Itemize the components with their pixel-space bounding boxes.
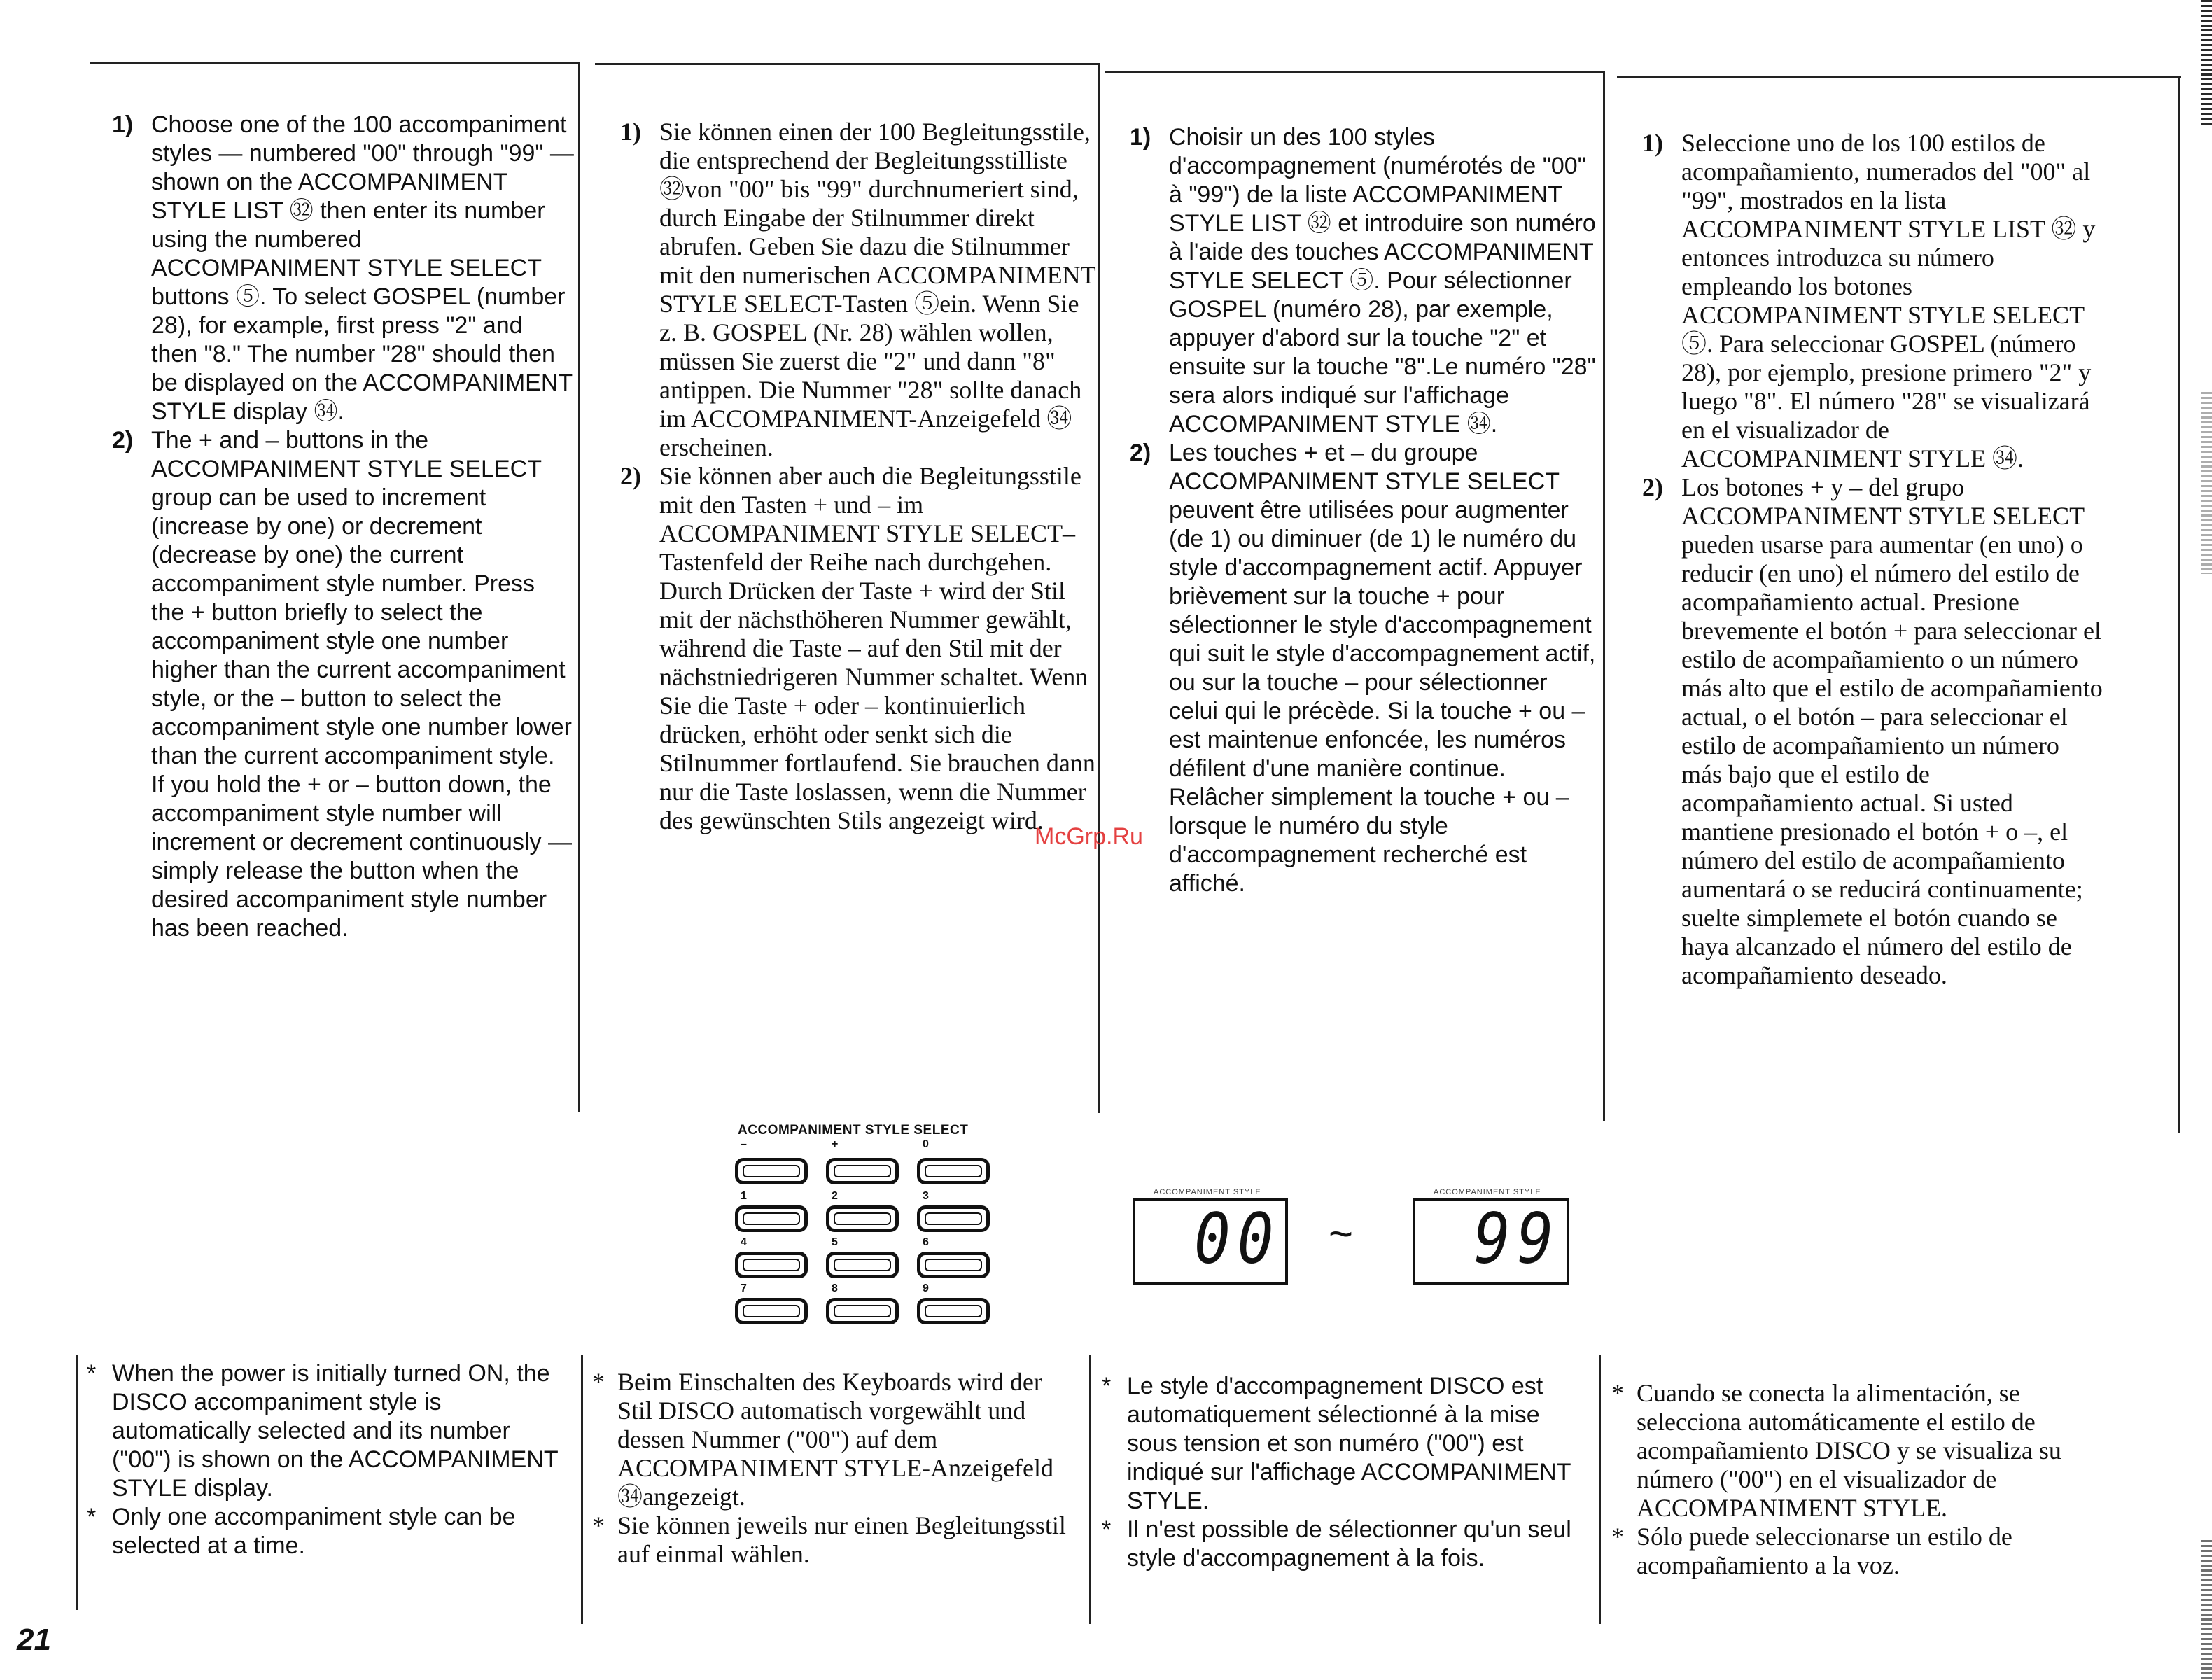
notes-divider-2 (581, 1354, 583, 1624)
display-label: ACCOMPANIMENT STYLE (1154, 1188, 1261, 1196)
note-text: Sie können jeweils nur einen Begleitungsstil auf einmal wählen. (617, 1511, 1066, 1568)
instruction-text: Choose one of the 100 accompaniment styles — numbered "00" through "99" — shown on the ACCOMPANIMENT STYLE LIST ㉜ then enter its number using the numbered ACCOMPANIMENT STYLE SELECT buttons ⑤. To select GOSPEL (number 28), for example, first press "2" and then "8." The number "28" should then be displayed on the ACCOMPANIMENT STYLE display ㉞. (151, 111, 574, 425)
key-label: 8 (832, 1282, 838, 1294)
key-4[interactable] (735, 1252, 808, 1278)
instruction-text: Choisir un des 100 styles d'accompagnement (numérotés de "00" à "99") de la liste ACCOMPANIMENT STYLE LIST ㉜ et introduire son numéro à l'aide des touches ACCOMPANIMENT STYLE SELECT ⑤. Pour sélectionner GOSPEL (numéro 28), par exemple, appuyer d'abord sur la touche "2" et ensuite sur la touche "8".Le numéro "28" sera alors indiqué sur l'affichage ACCOMPANIMENT STYLE ㉞. (1169, 124, 1596, 438)
notes-german (592, 1368, 1082, 1569)
key-3[interactable] (917, 1205, 990, 1232)
key-0[interactable] (917, 1158, 990, 1184)
instruction-text: Sie können einen der 100 Begleitungsstile, die entsprechend der Begleitungsstilliste ㉜von "00" bis "99" durchnumeriert sind, durch Eingabe der Stilnummer direkt abrufen. Geben Sie dazu die Stilnummer mit den numerischen ACCOMPANIMENT STYLE SELECT-Tasten ⑤ein. Wenn Sie z. B. GOSPEL (Nr. 28) wählen wollen, müssen Sie zuerst die "2" und dann "8" antippen. Die Nummer "28" sollte danach im ACCOMPANIMENT-Anzeigefeld ㉞ erscheinen. (659, 118, 1096, 461)
display-value: 99 (1474, 1198, 1561, 1280)
key-label: 4 (741, 1236, 747, 1248)
key-label: + (832, 1138, 839, 1150)
note: * When the power is initially turned ON, the DISCO accompaniment style is automatically selected and its number ("00") is shown on the ACCOMPANIMENT STYLE display. (87, 1360, 558, 1502)
key-label: 7 (741, 1282, 747, 1294)
column-divider-3 (1603, 71, 1605, 1121)
instruction-2 (620, 462, 1096, 835)
key-label: 2 (832, 1190, 838, 1202)
column-divider-1 (578, 62, 580, 1112)
plus-key[interactable] (826, 1158, 899, 1184)
note: * Only one accompaniment style can be selected at a time. (87, 1504, 516, 1559)
note: * Le style d'accompagnement DISCO est automatiquement sélectionné à la mise sous tension et son numéro ("00") est indiqué sur l'affichage ACCOMPANIMENT STYLE. (1102, 1373, 1571, 1514)
instruction-1 (1130, 123, 1599, 439)
instruction-1 (1642, 129, 2104, 473)
instruction-text: Sie können aber auch die Begleitungsstile mit den Tasten + und – im ACCOMPANIMENT STYLE SELECT–Tastenfeld der Reihe nach durchgehen. Durch Drücken der Taste + wird der Stil mit der nächsthöheren Nummer gewählt, während die Taste – auf den Stil mit der nächstniedrigeren Nummer schaltet. Wenn Sie die Taste + oder – kontinuierlich drücken, erhöht oder senkt sich die Stilnummer fortlaufend. Sie brauchen dann nur die Taste loslassen, wenn die Nummer des gewünschten Stils angezeigt wird. (659, 462, 1096, 834)
key-2[interactable] (826, 1205, 899, 1232)
item-number: 2) (1642, 473, 1663, 501)
key-label: – (741, 1138, 747, 1150)
instruction-text: The + and – buttons in the ACCOMPANIMENT STYLE SELECT group can be used to increment (increase by one) or decrement (decrease by one) the current accompaniment style number. Press the + button briefly to select the accompaniment style one number higher than the current accompaniment style, or the – button to select the accompaniment style one number lower than the current accompaniment style. If you hold the + or – button down, the accompaniment style number will increment or decrement continuously — simply release the button when the desired accompaniment style number has been reached. (151, 427, 572, 941)
instruction-text: Seleccione uno de los 100 estilos de acompañamiento, numerados del "00" al "99", mostrados en la lista ACCOMPANIMENT STYLE LIST ㉜ y entonces introduzca su número empleando los botones ACCOMPANIMENT STYLE SELECT ⑤. Para seleccionar GOSPEL (número 28), por ejemplo, presione primero "2" y luego "8". El número "28" se visualizará en el visualizador de ACCOMPANIMENT STYLE ㉞. (1681, 129, 2096, 472)
top-rule-3 (1105, 71, 1604, 74)
note-text: Beim Einschalten des Keyboards wird der Stil DISCO automatisch vorgewählt und dessen Nummer ("00") auf dem ACCOMPANIMENT STYLE-Anzeigefeld ㉞angezeigt. (617, 1368, 1054, 1511)
key-label: 9 (923, 1282, 929, 1294)
note: * Sólo puede seleccionarse un estilo de acompañamiento a la voz. (1611, 1522, 2012, 1579)
instruction-2 (112, 426, 574, 943)
note-text: Il n'est possible de sélectionner qu'un seul style d'accompagnement à la fois. (1127, 1516, 1572, 1572)
instruction-1 (620, 118, 1096, 462)
key-label: 6 (923, 1236, 929, 1248)
page-number: 21 (17, 1623, 51, 1657)
display-label: ACCOMPANIMENT STYLE (1434, 1188, 1541, 1196)
note: * Il n'est possible de sélectionner qu'un seul style d'accompagnement à la fois. (1102, 1516, 1572, 1572)
notes-divider-1 (76, 1354, 78, 1610)
column-divider-2 (1098, 63, 1100, 1113)
instruction-2 (1130, 439, 1599, 898)
note-text: Sólo puede seleccionarse un estilo de acompañamiento a la voz. (1637, 1522, 2012, 1579)
column-spanish (1642, 129, 2104, 990)
notes-divider-3 (1089, 1354, 1091, 1624)
key-7[interactable] (735, 1298, 808, 1324)
scan-edge-bottom (2201, 1540, 2212, 1680)
notes-spanish (1611, 1379, 2101, 1580)
note-text: When the power is initially turned ON, the DISCO accompaniment style is automatically selected and its number ("00") is shown on the ACCOMPANIMENT STYLE display. (112, 1360, 558, 1502)
key-label: 0 (923, 1138, 929, 1150)
instruction-text: Les touches + et – du groupe ACCOMPANIMENT STYLE SELECT peuvent être utilisées pour augmenter (de 1) ou diminuer (de 1) le numéro du style d'accompagnement actif. Appuyer brièvement sur la touche + pour sélectionner le style d'accompagnement qui suit le style d'accompagnement actif, ou sur la touche – pour sélectionner celui qui le précède. Si la touche + ou – est maintenue enfoncée, les numéros défilent d'une manière continue. Relâcher simplement la touche + ou – lorsque le numéro du style d'accompagnement recherché est affiché. (1169, 440, 1596, 897)
scan-edge-top (2201, 0, 2212, 126)
item-number: 1) (112, 111, 134, 138)
key-5[interactable] (826, 1252, 899, 1278)
item-number: 2) (1130, 440, 1152, 466)
top-rule-4 (1617, 76, 2181, 78)
style-display-99 (1413, 1198, 1569, 1285)
column-german (620, 118, 1096, 835)
key-label: 5 (832, 1236, 838, 1248)
notes-english (87, 1359, 563, 1560)
key-8[interactable] (826, 1298, 899, 1324)
item-number: 1) (1130, 124, 1152, 150)
instruction-1 (112, 111, 574, 426)
item-number: 1) (1642, 129, 1663, 157)
item-number: 1) (620, 118, 641, 146)
range-separator: ~ (1329, 1210, 1354, 1257)
note-text: Only one accompaniment style can be selected at a time. (112, 1504, 516, 1559)
key-label: 3 (923, 1190, 929, 1202)
instruction-2 (1642, 473, 2104, 990)
key-1[interactable] (735, 1205, 808, 1232)
notes-divider-4 (1599, 1354, 1601, 1624)
column-french (1130, 123, 1599, 898)
note-text: Le style d'accompagnement DISCO est automatiquement sélectionné à la mise sous tension et son numéro ("00") est indiqué sur l'affichage ACCOMPANIMENT STYLE. (1127, 1373, 1571, 1514)
instruction-text: Los botones + y – del grupo ACCOMPANIMENT STYLE SELECT pueden usarse para aumentar (en uno) o reducir (en uno) el número del estilo de acompañamiento actual. Presione brevemente el botón + para seleccionar el estilo de acompañamiento o un número más alto que el estilo de acompañamiento actual, o el botón – para seleccionar el estilo de acompañamiento un número más bajo que el estilo de acompañamiento actual. Si usted mantiene presionado el botón + o –, el número del estilo de acompañamiento aumentará o se reducirá continuamente; suelte simplemete el botón cuando se haya alcanzado el número del estilo de acompañamiento deseado. (1681, 473, 2103, 989)
watermark: McGrp.Ru (1035, 823, 1143, 850)
column-divider-4 (2178, 76, 2180, 1133)
notes-french (1102, 1372, 1592, 1573)
diagram-title: ACCOMPANIMENT STYLE SELECT (738, 1123, 969, 1138)
item-number: 2) (620, 462, 641, 490)
top-rule-1 (90, 62, 580, 64)
style-display-00 (1133, 1198, 1288, 1285)
key-label: 1 (741, 1190, 747, 1202)
key-6[interactable] (917, 1252, 990, 1278)
item-number: 2) (112, 427, 134, 454)
scan-edge-middle (2201, 392, 2212, 574)
note: * Cuando se conecta la alimentación, se selecciona automáticamente el estilo de acompañamiento DISCO y se visualiza su número ("00") en el visualizador de ACCOMPANIMENT STYLE. (1611, 1379, 2062, 1522)
note-text: Cuando se conecta la alimentación, se selecciona automáticamente el estilo de acompañamiento DISCO y se visualiza su número ("00") en el visualizador de ACCOMPANIMENT STYLE. (1637, 1379, 2062, 1522)
minus-key[interactable] (735, 1158, 808, 1184)
key-9[interactable] (917, 1298, 990, 1324)
column-english (112, 111, 574, 943)
note: * Beim Einschalten des Keyboards wird der Stil DISCO automatisch vorgewählt und dessen Nummer ("00") auf dem ACCOMPANIMENT STYLE-Anzeigefeld ㉞angezeigt. (592, 1368, 1054, 1511)
display-value: 00 (1194, 1198, 1281, 1280)
top-rule-2 (595, 63, 1099, 65)
note: * Sie können jeweils nur einen Begleitungsstil auf einmal wählen. (592, 1511, 1066, 1568)
